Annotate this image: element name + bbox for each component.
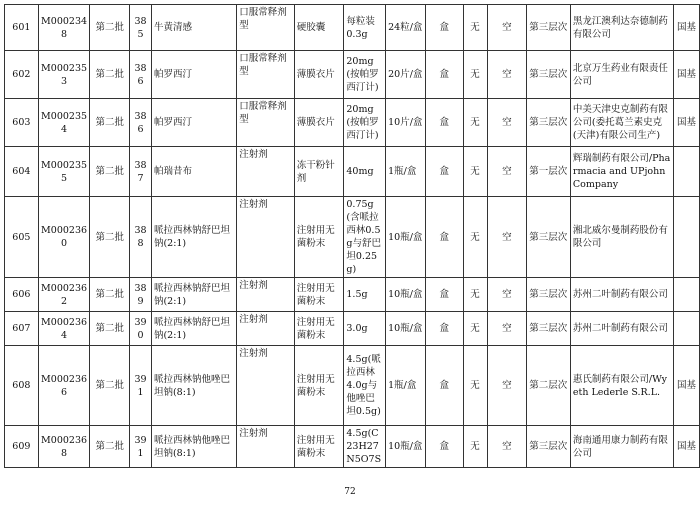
unit-cell: 盒 bbox=[425, 147, 463, 197]
catalog-flag-cell: 国基 bbox=[674, 99, 700, 147]
row-number-cell: 604 bbox=[5, 147, 39, 197]
unit-cell: 盒 bbox=[425, 312, 463, 346]
quality-level-cell: 第三层次 bbox=[527, 426, 571, 468]
batch-cell: 第二批 bbox=[90, 346, 130, 426]
drug-code-cell: M0002360 bbox=[38, 197, 90, 278]
preparation-type-cell: 冻干粉针剂 bbox=[294, 147, 344, 197]
column-none-cell: 无 bbox=[463, 51, 487, 99]
catalog-flag-cell bbox=[674, 312, 700, 346]
package-cell: 10片/盒 bbox=[386, 99, 426, 147]
drug-list-table bbox=[4, 4, 700, 468]
quality-level-cell: 第三层次 bbox=[527, 99, 571, 147]
sequence-number-cell: 386 bbox=[130, 99, 152, 147]
table-row bbox=[5, 312, 700, 346]
manufacturer-cell: 惠氏制药有限公司/Wyeth Lederle S.R.L. bbox=[570, 346, 673, 426]
package-cell: 20片/盒 bbox=[386, 51, 426, 99]
quality-level-cell: 第三层次 bbox=[527, 5, 571, 51]
column-none-cell: 无 bbox=[463, 426, 487, 468]
quality-level-cell: 第三层次 bbox=[527, 197, 571, 278]
preparation-type-cell: 注射用无菌粉末 bbox=[294, 197, 344, 278]
package-cell: 10瓶/盒 bbox=[386, 197, 426, 278]
drug-code-cell: M0002364 bbox=[38, 312, 90, 346]
sequence-number-cell: 389 bbox=[130, 278, 152, 312]
drug-code-cell: M0002348 bbox=[38, 5, 90, 51]
unit-cell: 盒 bbox=[425, 99, 463, 147]
batch-cell: 第二批 bbox=[90, 312, 130, 346]
preparation-type-cell: 注射用无菌粉末 bbox=[294, 346, 344, 426]
quality-level-cell: 第三层次 bbox=[527, 312, 571, 346]
batch-cell: 第二批 bbox=[90, 99, 130, 147]
manufacturer-cell: 辉瑞制药有限公司/Pharmacia and UPjohn Company bbox=[570, 147, 673, 197]
dosage-form-cell: 注射剂 bbox=[237, 147, 295, 197]
column-none-cell: 无 bbox=[463, 5, 487, 51]
dosage-form-cell: 注射剂 bbox=[237, 278, 295, 312]
sequence-number-cell: 391 bbox=[130, 346, 152, 426]
manufacturer-cell: 湘北威尔曼制药股份有限公司 bbox=[570, 197, 673, 278]
column-empty-cell: 空 bbox=[487, 5, 527, 51]
row-number-cell: 607 bbox=[5, 312, 39, 346]
specification-cell: 3.0g bbox=[344, 312, 386, 346]
package-cell: 10瓶/盒 bbox=[386, 278, 426, 312]
specification-cell: 20mg(按帕罗西汀计) bbox=[344, 99, 386, 147]
row-number-cell: 601 bbox=[5, 5, 39, 51]
preparation-type-cell: 注射用无菌粉末 bbox=[294, 312, 344, 346]
manufacturer-cell: 苏州二叶制药有限公司 bbox=[570, 312, 673, 346]
table-row bbox=[5, 99, 700, 147]
column-empty-cell: 空 bbox=[487, 147, 527, 197]
sequence-number-cell: 390 bbox=[130, 312, 152, 346]
preparation-type-cell: 注射用无菌粉末 bbox=[294, 278, 344, 312]
table-row bbox=[5, 51, 700, 99]
preparation-type-cell: 薄膜衣片 bbox=[294, 99, 344, 147]
table-row bbox=[5, 278, 700, 312]
column-none-cell: 无 bbox=[463, 312, 487, 346]
unit-cell: 盒 bbox=[425, 426, 463, 468]
batch-cell: 第二批 bbox=[90, 278, 130, 312]
catalog-flag-cell bbox=[674, 147, 700, 197]
drug-name-cell: 帕罗西汀 bbox=[151, 99, 236, 147]
drug-code-cell: M0002368 bbox=[38, 426, 90, 468]
unit-cell: 盒 bbox=[425, 51, 463, 99]
row-number-cell: 602 bbox=[5, 51, 39, 99]
preparation-type-cell: 注射用无菌粉末 bbox=[294, 426, 344, 468]
sequence-number-cell: 391 bbox=[130, 426, 152, 468]
batch-cell: 第二批 bbox=[90, 426, 130, 468]
row-number-cell: 608 bbox=[5, 346, 39, 426]
specification-cell: 4.5g(哌拉西林4.0g与他唑巴坦0.5g) bbox=[344, 346, 386, 426]
package-cell: 1瓶/盒 bbox=[386, 346, 426, 426]
catalog-flag-cell: 国基 bbox=[674, 51, 700, 99]
preparation-type-cell: 薄膜衣片 bbox=[294, 51, 344, 99]
drug-code-cell: M0002362 bbox=[38, 278, 90, 312]
column-empty-cell: 空 bbox=[487, 426, 527, 468]
dosage-form-cell: 注射剂 bbox=[237, 312, 295, 346]
drug-name-cell: 哌拉西林钠舒巴坦钠(2:1) bbox=[151, 278, 236, 312]
row-number-cell: 605 bbox=[5, 197, 39, 278]
drug-name-cell: 哌拉西林钠舒巴坦钠(2:1) bbox=[151, 312, 236, 346]
package-cell: 10瓶/盒 bbox=[386, 312, 426, 346]
column-none-cell: 无 bbox=[463, 147, 487, 197]
specification-cell: 1.5g bbox=[344, 278, 386, 312]
manufacturer-cell: 海南通用康力制药有限公司 bbox=[570, 426, 673, 468]
drug-name-cell: 帕瑞昔布 bbox=[151, 147, 236, 197]
batch-cell: 第二批 bbox=[90, 197, 130, 278]
unit-cell: 盒 bbox=[425, 346, 463, 426]
manufacturer-cell: 苏州二叶制药有限公司 bbox=[570, 278, 673, 312]
dosage-form-cell: 口服常释剂型 bbox=[237, 99, 295, 147]
column-empty-cell: 空 bbox=[487, 346, 527, 426]
table-row bbox=[5, 346, 700, 426]
catalog-flag-cell: 国基 bbox=[674, 426, 700, 468]
drug-name-cell: 帕罗西汀 bbox=[151, 51, 236, 99]
column-none-cell: 无 bbox=[463, 99, 487, 147]
specification-cell: 4.5g(C23H27N5O7S bbox=[344, 426, 386, 468]
dosage-form-cell: 注射剂 bbox=[237, 197, 295, 278]
row-number-cell: 606 bbox=[5, 278, 39, 312]
table-row bbox=[5, 197, 700, 278]
specification-cell: 每粒装0.3g bbox=[344, 5, 386, 51]
column-none-cell: 无 bbox=[463, 346, 487, 426]
quality-level-cell: 第三层次 bbox=[527, 51, 571, 99]
page-number: 72 bbox=[344, 487, 356, 497]
quality-level-cell: 第一层次 bbox=[527, 147, 571, 197]
batch-cell: 第二批 bbox=[90, 51, 130, 99]
preparation-type-cell: 硬胶囊 bbox=[294, 5, 344, 51]
dosage-form-cell: 口服常释剂型 bbox=[237, 51, 295, 99]
package-cell: 24粒/盒 bbox=[386, 5, 426, 51]
package-cell: 1瓶/盒 bbox=[386, 147, 426, 197]
batch-cell: 第二批 bbox=[90, 147, 130, 197]
column-empty-cell: 空 bbox=[487, 51, 527, 99]
sequence-number-cell: 387 bbox=[130, 147, 152, 197]
drug-code-cell: M0002353 bbox=[38, 51, 90, 99]
batch-cell: 第二批 bbox=[90, 5, 130, 51]
manufacturer-cell: 黑龙江澳利达奈德制药有限公司 bbox=[570, 5, 673, 51]
sequence-number-cell: 386 bbox=[130, 51, 152, 99]
row-number-cell: 603 bbox=[5, 99, 39, 147]
specification-cell: 0.75g(含哌拉西林0.5g与舒巴坦0.25g) bbox=[344, 197, 386, 278]
dosage-form-cell: 注射剂 bbox=[237, 346, 295, 426]
column-none-cell: 无 bbox=[463, 278, 487, 312]
catalog-flag-cell: 国基 bbox=[674, 346, 700, 426]
quality-level-cell: 第二层次 bbox=[527, 346, 571, 426]
column-none-cell: 无 bbox=[463, 197, 487, 278]
row-number-cell: 609 bbox=[5, 426, 39, 468]
table-row bbox=[5, 147, 700, 197]
quality-level-cell: 第三层次 bbox=[527, 278, 571, 312]
unit-cell: 盒 bbox=[425, 278, 463, 312]
drug-code-cell: M0002366 bbox=[38, 346, 90, 426]
dosage-form-cell: 口服常释剂型 bbox=[237, 5, 295, 51]
unit-cell: 盒 bbox=[425, 197, 463, 278]
column-empty-cell: 空 bbox=[487, 99, 527, 147]
drug-name-cell: 哌拉西林钠他唑巴坦钠(8:1) bbox=[151, 346, 236, 426]
column-empty-cell: 空 bbox=[487, 312, 527, 346]
column-empty-cell: 空 bbox=[487, 278, 527, 312]
manufacturer-cell: 北京万生药业有限责任公司 bbox=[570, 51, 673, 99]
drug-name-cell: 哌拉西林钠他唑巴坦钠(8:1) bbox=[151, 426, 236, 468]
catalog-flag-cell bbox=[674, 197, 700, 278]
catalog-flag-cell: 国基 bbox=[674, 5, 700, 51]
manufacturer-cell: 中美天津史克制药有限公司(委托葛兰素史克(天津)有限公司生产) bbox=[570, 99, 673, 147]
drug-name-cell: 牛黄清感 bbox=[151, 5, 236, 51]
drug-code-cell: M0002354 bbox=[38, 99, 90, 147]
column-empty-cell: 空 bbox=[487, 197, 527, 278]
drug-name-cell: 哌拉西林钠舒巴坦钠(2:1) bbox=[151, 197, 236, 278]
specification-cell: 40mg bbox=[344, 147, 386, 197]
package-cell: 10瓶/盒 bbox=[386, 426, 426, 468]
drug-code-cell: M0002355 bbox=[38, 147, 90, 197]
table-row bbox=[5, 5, 700, 51]
catalog-flag-cell bbox=[674, 278, 700, 312]
sequence-number-cell: 385 bbox=[130, 5, 152, 51]
table-row bbox=[5, 426, 700, 468]
specification-cell: 20mg(按帕罗西汀计) bbox=[344, 51, 386, 99]
sequence-number-cell: 388 bbox=[130, 197, 152, 278]
table-body bbox=[5, 5, 700, 468]
dosage-form-cell: 注射剂 bbox=[237, 426, 295, 468]
unit-cell: 盒 bbox=[425, 5, 463, 51]
